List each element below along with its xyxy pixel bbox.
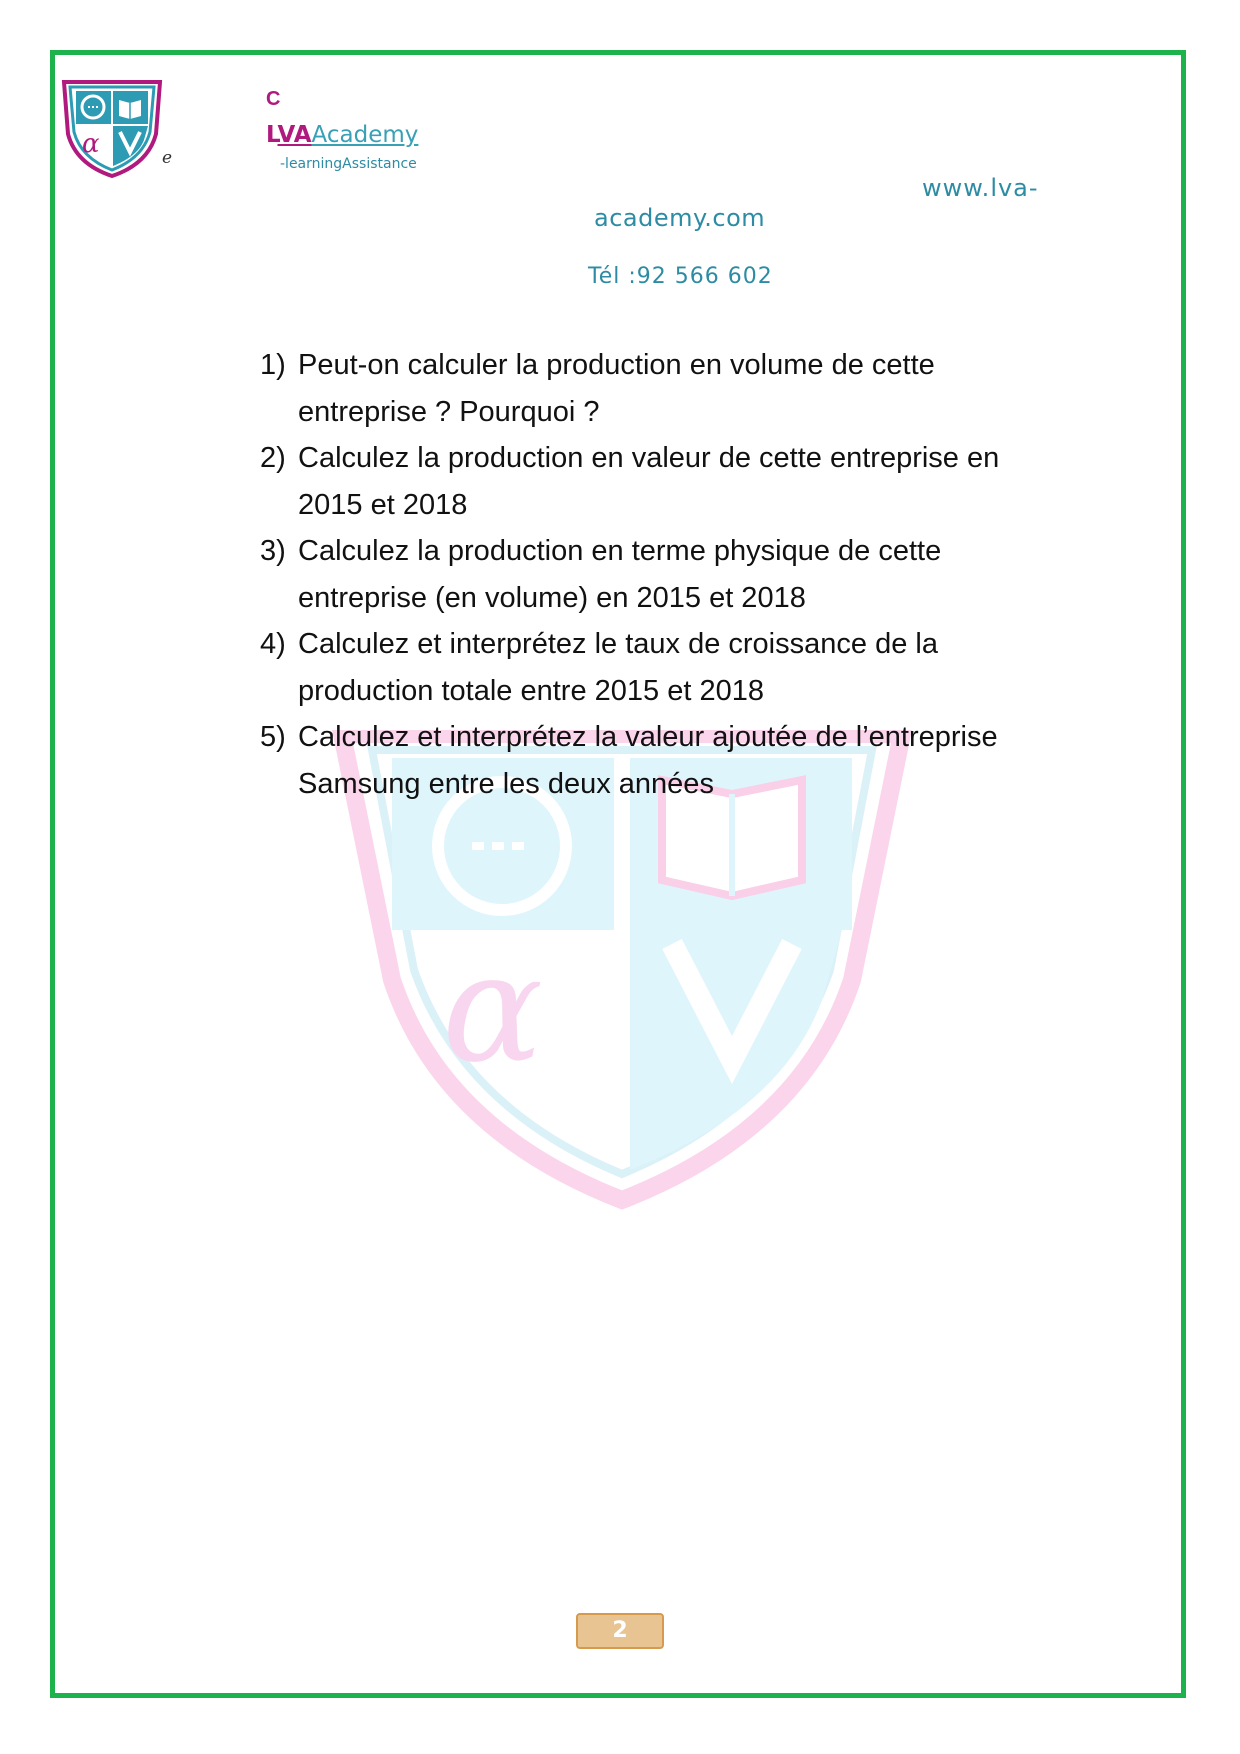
question-line: Calculez et interprétez la valeur ajoutée de l’entreprise	[298, 721, 998, 753]
logo-e-mark: e	[162, 148, 173, 168]
question-line: production totale entre 2015 et 2018	[298, 674, 764, 707]
question-line: entreprise (en volume) en 2015 et 2018	[298, 581, 806, 614]
page-number-badge: 2	[576, 1613, 664, 1649]
website-line-2: academy.com	[594, 204, 766, 232]
question-number: 4)	[260, 628, 286, 660]
question-item	[260, 435, 1060, 528]
lva-logo-icon	[58, 78, 166, 178]
brand-name-academy: Academy	[311, 122, 419, 148]
question-item	[260, 621, 1060, 714]
website-line-1: www.lva-	[922, 174, 1039, 202]
question-line: Samsung entre les deux années	[298, 767, 714, 800]
question-list	[260, 342, 1060, 807]
question-line: Peut-on calculer la production en volume de cette	[298, 349, 935, 381]
question-item	[260, 528, 1060, 621]
question-item	[260, 342, 1060, 435]
brand-name-l: L	[266, 122, 278, 148]
question-line: 2015 et 2018	[298, 488, 468, 521]
question-number: 1)	[260, 349, 286, 381]
phone-number: Tél :92 566 602	[588, 264, 773, 289]
brand-letter: C	[266, 88, 281, 110]
logo-alpha: α	[82, 129, 100, 159]
question-line: Calculez et interprétez le taux de croissance de la	[298, 628, 938, 660]
question-line: Calculez la production en valeur de cette entreprise en	[298, 442, 1000, 474]
question-line: entreprise ? Pourquoi ?	[298, 395, 600, 428]
svg-text:α: α	[442, 922, 544, 1096]
question-line: Calculez la production en terme physique de cette	[298, 535, 942, 567]
question-number: 2)	[260, 442, 286, 474]
brand-name	[266, 122, 418, 148]
brand-tagline: -learningAssistance	[280, 156, 417, 172]
question-item	[260, 714, 1060, 807]
question-number: 3)	[260, 535, 286, 567]
question-number: 5)	[260, 721, 286, 753]
brand-name-va: VA	[277, 122, 312, 148]
